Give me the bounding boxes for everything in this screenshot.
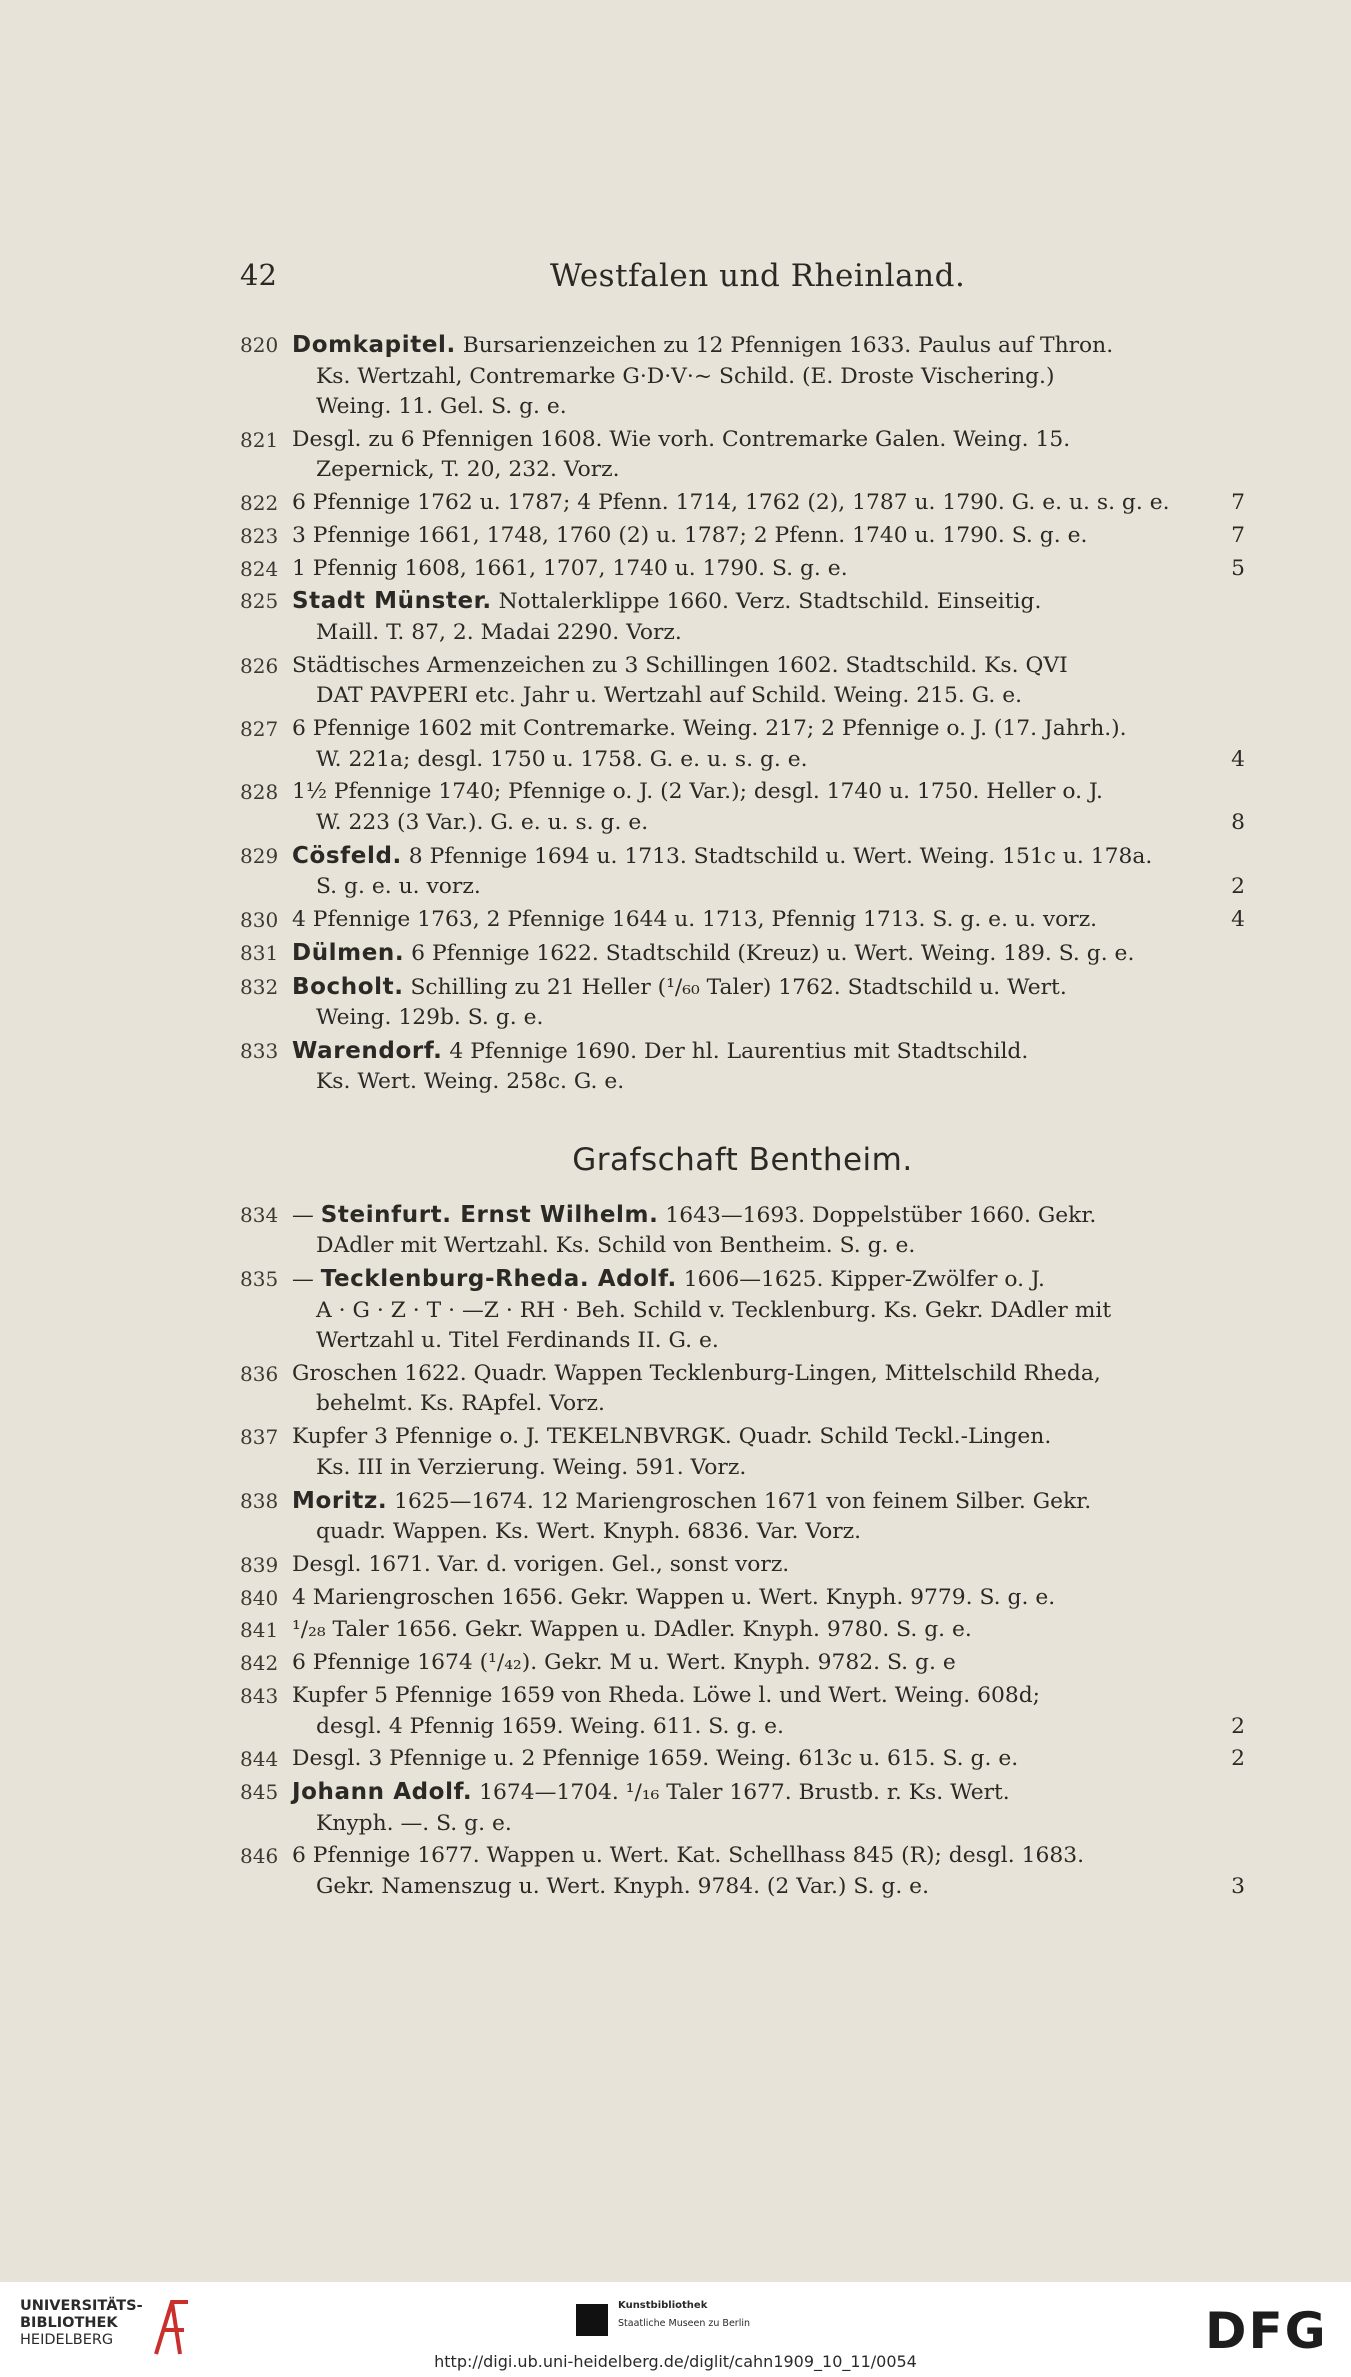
entry-line [292,521,1245,552]
entry-line [292,714,1245,745]
entry-text: Ks. III in Verzierung. Weing. 591. Vorz. [316,1454,747,1480]
entry-heading: Tecklenburg-Rheda. Adolf. [320,1266,677,1293]
catalogue-entry [240,972,1245,1034]
entry-text: Bursarienzeichen zu 12 Pfennigen 1633. Paulus auf Thron. [455,333,1114,358]
entry-text: quadr. Wappen. Ks. Wert. Knyph. 6836. Var. Vorz. [316,1519,862,1545]
entry-text: 1 Pfennig 1608, 1661, 1707, 1740 u. 1790. S. g. e. [292,555,848,581]
logo-line: BIBLIOTHEK [20,2315,118,2331]
entry-line [292,1264,1245,1296]
entry-text: W. 221a; desgl. 1750 u. 1758. G. e. u. s. g. e. [316,746,808,772]
entry-text: Kupfer 5 Pfennige 1659 von Rheda. Löwe l. und Wert. Weing. 608d; [292,1683,1041,1709]
catalogue-entry [240,1036,1245,1098]
entry-line [292,681,1245,712]
entry-number: 834 [240,1202,279,1227]
logo-line: UNIVERSITÄTS- [20,2298,143,2314]
catalogue-entry [240,651,1245,712]
catalogue-entry [240,586,1245,648]
entry-number: 844 [240,1747,279,1772]
entry-line [292,1517,1245,1548]
catalogue-entry [240,1681,1245,1742]
entry-value: 2 [1231,1713,1245,1739]
catalogue-entry [240,938,1245,970]
kunstbibliothek-mark-icon [576,2304,608,2336]
entry-line [292,1326,1245,1357]
catalogue-entry [240,1422,1245,1483]
entry-number: 840 [240,1585,279,1610]
entry-line [292,392,1245,423]
entry-line [292,330,1245,362]
entry-line [292,1809,1245,1840]
entry-text: 4 Pfennige 1763, 2 Pfennige 1644 u. 1713, Pfennig 1713. S. g. e. u. vorz. [292,906,1098,932]
entry-line [292,1872,1245,1903]
entry-heading: Stadt Münster. [292,588,492,615]
entry-number: 828 [240,780,279,805]
entry-text: W. 223 (3 Var.). G. e. u. s. g. e. [316,809,649,835]
entry-line [292,455,1245,486]
entry-line [292,1067,1245,1098]
entry-text: desgl. 4 Pfennig 1659. Weing. 611. S. g. e. [316,1713,784,1739]
entry-value: 5 [1231,555,1245,581]
entry-text: Maill. T. 87, 2. Madai 2290. Vorz. [316,619,682,645]
catalogue-entry [240,1486,1245,1548]
catalogue-entry [240,905,1245,936]
entry-line [292,1777,1245,1809]
entry-text: 6 Pfennige 1677. Wappen u. Wert. Kat. Schellhass 845 (R); desgl. 1683. [292,1843,1085,1869]
entry-line [292,1453,1245,1484]
entry-line [292,1486,1245,1518]
entry-text: 8 Pfennige 1694 u. 1713. Stadtschild u. Wert. Weing. 151c u. 178a. [401,843,1153,869]
entry-line [292,554,1245,585]
entry-line [292,841,1245,873]
entry-text: Desgl. 3 Pfennige u. 2 Pfennige 1659. Weing. 613c u. 615. S. g. e. [292,1746,1019,1772]
entry-heading: Cösfeld. [292,842,402,869]
entry-line [292,1003,1245,1034]
entry-heading: Warendorf. [292,1037,443,1064]
entry-text: 6 Pfennige 1602 mit Contremarke. Weing. 217; 2 Pfennige o. J. (17. Jahrh.). [292,716,1127,742]
entry-value: 2 [1231,874,1245,900]
catalogue-entry [240,714,1245,775]
kunstbibliothek-subtitle: Staatliche Museen zu Berlin [618,2318,751,2329]
entry-number: 826 [240,653,279,678]
entry-number: 842 [240,1651,279,1676]
dfg-logo[interactable]: DFG [1205,2302,1328,2360]
entry-text: Zepernick, T. 20, 232. Vorz. [316,457,620,483]
entry-line [292,1036,1245,1068]
entry-text: Kupfer 3 Pfennige o. J. TEKELNBVRGK. Quadr. Schild Teckl.-Lingen. [292,1424,1052,1450]
entry-text: S. g. e. u. vorz. [316,874,481,900]
entry-text: Schilling zu 21 Heller (¹/₆₀ Taler) 1762. Stadtschild u. Wert. [403,974,1067,1000]
entry-text: 4 Pfennige 1690. Der hl. Laurentius mit Stadtschild. [442,1038,1029,1064]
entry-value: 4 [1231,746,1245,772]
entry-text: Ks. Wertzahl, Contremarke G·D·V·~ Schild. (E. Droste Vischering.) [316,363,1055,389]
entry-text: Desgl. zu 6 Pfennigen 1608. Wie vorh. Contremarke Galen. Weing. 15. [292,426,1071,452]
catalogue-entries [240,330,1245,1905]
entry-line [292,745,1245,776]
catalogue-entry [240,425,1245,486]
entry-line [292,1744,1245,1775]
entry-text: 6 Pfennige 1622. Stadtschild (Kreuz) u. Wert. Weing. 189. S. g. e. [404,940,1135,966]
entry-number: 836 [240,1361,279,1386]
entry-line [292,972,1245,1004]
catalogue-entry [240,330,1245,423]
entry-number: 832 [240,974,279,999]
catalogue-entry [240,1550,1245,1581]
entry-value: 8 [1231,809,1245,835]
catalogue-entry [240,841,1245,903]
entry-line [292,808,1245,839]
catalogue-entry [240,777,1245,838]
entry-number: 829 [240,843,279,868]
entry-heading: Moritz. [292,1487,388,1514]
entry-line [292,1841,1245,1872]
entry-text: 1643—1693. Doppelstüber 1660. Gekr. [658,1202,1097,1228]
catalogue-entry [240,1615,1245,1646]
entry-line [292,1583,1245,1614]
entry-line [292,1615,1245,1646]
entry-line [292,905,1245,936]
entry-heading: Dülmen. [292,939,405,966]
entry-text: — [292,1267,321,1293]
entry-number: 838 [240,1488,279,1513]
entry-line [292,1296,1245,1327]
entry-line [292,938,1245,970]
entry-line [292,872,1245,903]
entry-text: Weing. 129b. S. g. e. [316,1005,544,1031]
entry-number: 822 [240,491,279,516]
catalogue-entry [240,1200,1245,1262]
entry-text: A · G · Z · T · —Z · RH · Beh. Schild v. Tecklenburg. Ks. Gekr. DAdler mit [316,1297,1112,1323]
entry-number: 825 [240,589,279,614]
entry-number: 831 [240,940,279,965]
running-head [240,258,1240,302]
entry-text: Knyph. —. S. g. e. [316,1810,512,1836]
catalogue-entry [240,1744,1245,1775]
entry-text: Gekr. Namenszug u. Wert. Knyph. 9784. (2 Var.) S. g. e. [316,1873,930,1899]
page-number: 42 [240,258,277,292]
entry-value: 7 [1231,522,1245,548]
entry-number: 846 [240,1844,279,1869]
entry-number: 823 [240,523,279,548]
entry-line [292,362,1245,393]
running-title: Westfalen und Rheinland. [550,258,966,294]
entry-line [292,1389,1245,1420]
footer-bar [0,2282,1351,2377]
entry-heading: Domkapitel. [292,332,456,358]
entry-line [292,1200,1245,1232]
entry-value: 3 [1231,1873,1245,1899]
entry-number: 824 [240,556,279,581]
entry-line [292,1681,1245,1712]
entries-group-bentheim [240,1200,1245,1903]
entry-text: 1625—1674. 12 Mariengroschen 1671 von feinem Silber. Gekr. [387,1488,1092,1514]
logo-line: HEIDELBERG [20,2332,114,2348]
entry-line [292,1231,1245,1262]
catalogue-entry [240,1777,1245,1839]
entry-text: ¹/₂₈ Taler 1656. Gekr. Wappen u. DAdler. Knyph. 9780. S. g. e. [292,1617,972,1643]
entry-number: 845 [240,1780,279,1805]
catalogue-entry [240,1583,1245,1614]
kunstbibliothek-title: Kunstbibliothek [618,2300,708,2311]
entry-line [292,1359,1245,1390]
entry-number: 827 [240,717,279,742]
entry-line [292,1648,1245,1679]
entry-heading: Steinfurt. Ernst Wilhelm. [320,1201,659,1228]
entry-value: 7 [1231,490,1245,516]
catalogue-entry [240,1264,1245,1357]
entry-text: Städtisches Armenzeichen zu 3 Schillingen 1602. Stadtschild. Ks. QVI [292,652,1068,678]
entry-text: 1606—1625. Kipper-Zwölfer o. J. [676,1267,1045,1293]
entry-text: DAdler mit Wertzahl. Ks. Schild von Bentheim. S. g. e. [316,1233,916,1259]
entry-number: 843 [240,1684,279,1709]
entry-text: 4 Mariengroschen 1656. Gekr. Wappen u. Wert. Knyph. 9779. S. g. e. [292,1584,1056,1610]
entry-line [292,488,1245,519]
entry-line [292,1712,1245,1743]
entry-text: 6 Pfennige 1762 u. 1787; 4 Pfenn. 1714, 1762 (2), 1787 u. 1790. G. e. u. s. g. e. [292,490,1170,516]
entry-text: DAT PAVPERI etc. Jahr u. Wertzahl auf Schild. Weing. 215. G. e. [316,683,1023,709]
entry-number: 841 [240,1618,279,1643]
entry-number: 833 [240,1038,279,1063]
entry-number: 830 [240,907,279,932]
entries-group-westfalen [240,330,1245,1098]
permalink-url[interactable]: http://digi.ub.uni-heidelberg.de/diglit/cahn1909_10_11/0054 [434,2352,917,2371]
entry-text: 1½ Pfennige 1740; Pfennige o. J. (2 Var.); desgl. 1740 u. 1750. Heller o. J. [292,779,1103,805]
entry-number: 821 [240,427,279,452]
entry-number: 839 [240,1552,279,1577]
entry-text: 6 Pfennige 1674 (¹/₄₂). Gekr. M u. Wert. Knyph. 9782. S. g. e [292,1650,956,1676]
entry-text: Nottalerklippe 1660. Verz. Stadtschild. Einseitig. [491,589,1042,615]
entry-value: 2 [1231,1746,1245,1772]
entry-line [292,651,1245,682]
entry-text: behelmt. Ks. RApfel. Vorz. [316,1391,605,1417]
entry-line [292,425,1245,456]
entry-line [292,586,1245,618]
catalogue-entry [240,1359,1245,1420]
entry-line [292,1422,1245,1453]
catalogue-entry [240,1841,1245,1902]
entry-number: 820 [240,333,279,357]
catalogue-entry [240,1648,1245,1679]
catalogue-entry [240,554,1245,585]
entry-text: Ks. Wert. Weing. 258c. G. e. [316,1069,625,1095]
entry-text: — [292,1202,321,1228]
section-heading: Grafschaft Bentheim. [572,1141,913,1178]
entry-heading: Johann Adolf. [292,1779,473,1806]
entry-text: 1674—1704. ¹/₁₆ Taler 1677. Brustb. r. Ks. Wert. [472,1780,1010,1806]
entry-text: 3 Pfennige 1661, 1748, 1760 (2) u. 1787; 2 Pfenn. 1740 u. 1790. S. g. e. [292,522,1088,548]
university-library-logo[interactable] [20,2298,143,2349]
entry-text: Weing. 11. Gel. S. g. e. [316,394,567,419]
entry-line [292,1550,1245,1581]
entry-number: 835 [240,1267,279,1292]
entry-text: Desgl. 1671. Var. d. vorigen. Gel., sonst vorz. [292,1551,790,1577]
entry-line [292,777,1245,808]
entry-line [292,618,1245,649]
catalogue-entry [240,488,1245,519]
entry-text: Groschen 1622. Quadr. Wappen Tecklenburg-Lingen, Mittelschild Rheda, [292,1360,1101,1386]
entry-heading: Bocholt. [292,973,404,1000]
entry-number: 837 [240,1425,279,1450]
entry-value: 4 [1231,906,1245,932]
entry-text: Wertzahl u. Titel Ferdinands II. G. e. [316,1328,719,1354]
catalogue-entry [240,521,1245,552]
